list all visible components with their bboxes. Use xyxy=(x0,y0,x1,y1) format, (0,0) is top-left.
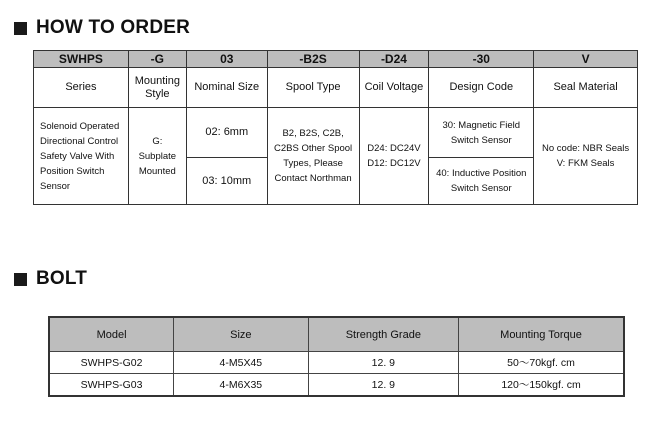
code-cell: 03 xyxy=(186,51,267,68)
label-cell: Design Code xyxy=(429,68,534,108)
table-cell: 50～70kgf. cm xyxy=(459,352,624,374)
square-bullet-icon xyxy=(14,22,27,35)
table-cell: 4-M6X35 xyxy=(174,374,309,397)
label-cell: Nominal Size xyxy=(186,68,267,108)
design-option: 40: Inductive Position Switch Sensor xyxy=(429,158,534,205)
column-header: Strength Grade xyxy=(308,317,458,352)
label-cell: Spool Type xyxy=(267,68,359,108)
code-cell: -G xyxy=(128,51,186,68)
how-to-order-table xyxy=(33,50,638,205)
bolt-heading xyxy=(14,268,87,290)
label-row xyxy=(34,68,638,108)
size-option: 03: 10mm xyxy=(186,158,267,205)
column-header: Size xyxy=(174,317,309,352)
code-cell: -30 xyxy=(429,51,534,68)
bolt-title: BOLT xyxy=(36,268,88,289)
label-cell: Mounting Style xyxy=(128,68,186,108)
series-description: Solenoid Operated Directional Control Safety Valve With Position Switch Sensor xyxy=(34,108,129,205)
detail-row-top xyxy=(34,108,638,158)
how-to-order-heading xyxy=(14,17,190,39)
label-cell: Seal Material xyxy=(534,68,638,108)
code-cell: SWHPS xyxy=(34,51,129,68)
mounting-description: G: Subplate Mounted xyxy=(128,108,186,205)
bolt-header-row xyxy=(49,317,624,352)
bolt-table xyxy=(48,316,625,397)
table-cell: 120～150kgf. cm xyxy=(459,374,624,397)
table-cell: 12. 9 xyxy=(308,352,458,374)
table-row xyxy=(49,374,624,397)
code-cell: -D24 xyxy=(359,51,429,68)
design-option: 30: Magnetic Field Switch Sensor xyxy=(429,108,534,158)
square-bullet-icon xyxy=(14,273,27,286)
column-header: Model xyxy=(49,317,174,352)
label-cell: Series xyxy=(34,68,129,108)
size-option: 02: 6mm xyxy=(186,108,267,158)
how-to-order-title: HOW TO ORDER xyxy=(36,17,191,38)
spool-description: B2, B2S, C2B, C2BS Other Spool Types, Please Contact Northman xyxy=(267,108,359,205)
table-cell: 12. 9 xyxy=(308,374,458,397)
table-row xyxy=(49,352,624,374)
coil-description: D24: DC24V D12: DC12V xyxy=(359,108,429,205)
seal-description: No code: NBR Seals V: FKM Seals xyxy=(534,108,638,205)
table-cell: SWHPS-G02 xyxy=(49,352,174,374)
code-header-row xyxy=(34,51,638,68)
label-cell: Coil Voltage xyxy=(359,68,429,108)
column-header: Mounting Torque xyxy=(459,317,624,352)
table-cell: SWHPS-G03 xyxy=(49,374,174,397)
table-cell: 4-M5X45 xyxy=(174,352,309,374)
code-cell: V xyxy=(534,51,638,68)
code-cell: -B2S xyxy=(267,51,359,68)
